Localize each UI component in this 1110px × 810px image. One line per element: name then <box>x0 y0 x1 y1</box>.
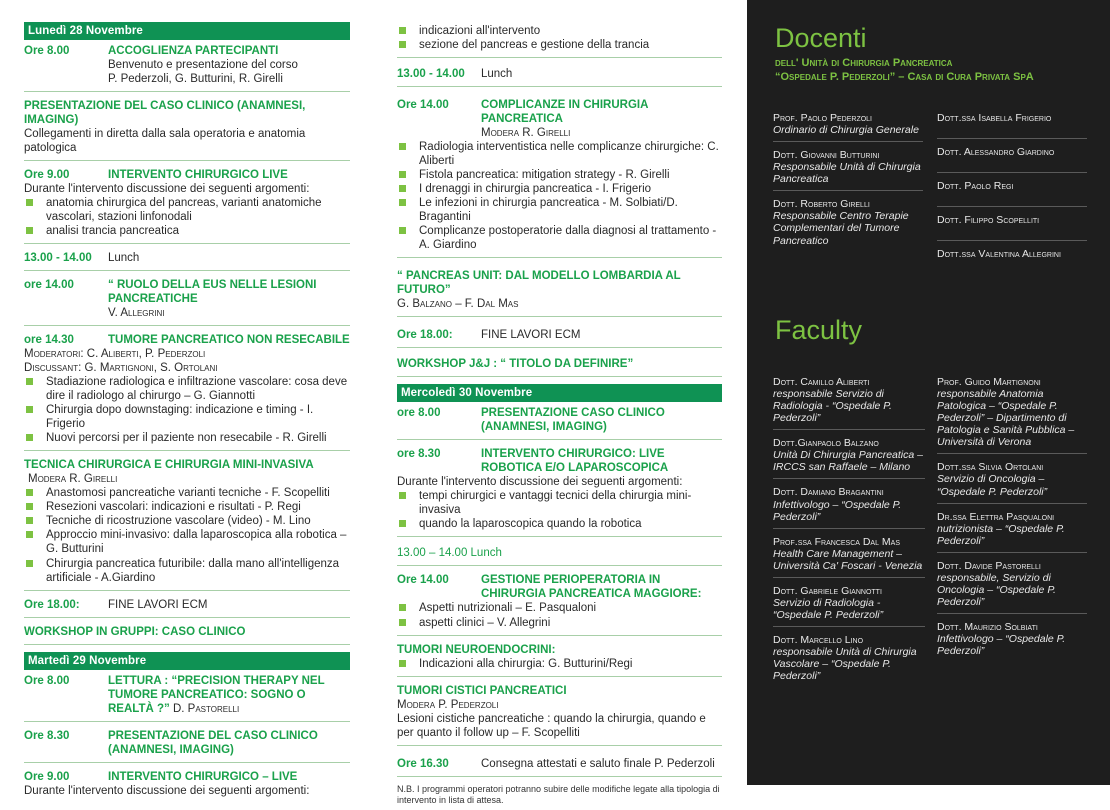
faculty-title: Faculty <box>775 315 863 345</box>
session-cistici <box>397 684 722 746</box>
faculty-entry: Dott. Davide Pastorelli responsabile, Servizio di Oncologia – “Ospedale P. Pederzoli” <box>937 560 1087 614</box>
list-item: Anastomosi pancreatiche varianti tecniche - F. Scopelliti <box>24 486 350 500</box>
session-title: COMPLICANZE IN CHIRURGIA PANCREATICA <box>481 99 648 126</box>
note-text: N.B. I programmi operatori potranno subire delle modifiche legate alla tipologia di intervento in lista di attesa. <box>397 783 720 806</box>
session-time: Ore 8.00 <box>24 674 70 687</box>
session-live-2 <box>24 770 350 803</box>
bullet-square-icon <box>399 199 406 206</box>
bullet-square-icon <box>26 434 33 441</box>
list-item: Radiologia interventistica nelle complicanze chirurgiche: C. Aliberti <box>397 140 722 168</box>
bullet-square-icon <box>26 489 33 496</box>
session-chiusura <box>397 753 722 777</box>
session-label: Lunch <box>481 68 513 81</box>
bullet-square-icon <box>399 660 406 667</box>
session-accoglienza <box>24 44 350 92</box>
session-text: Benvenuto e presentazione del corso <box>108 59 298 72</box>
session-title: GESTIONE PERIOPERATORIA IN CHIRURGIA PANCREATICA MAGGIORE: <box>481 574 702 601</box>
list-item: Stadiazione radiologica e infiltrazione vascolare: cosa deve dire il radiologo al chirurgo – G. Giannotti <box>24 375 350 403</box>
session-text: Collegamenti in diretta dalla sala operatoria e anatomia patologica <box>24 128 306 155</box>
session-lunch-2 <box>397 65 722 87</box>
list-item: Approccio mini-invasivo: dalla laparoscopica alla robotica – G. Butturini <box>24 528 350 556</box>
session-time: Ore 8.00 <box>24 45 70 58</box>
list-item: tempi chirurgici e vantaggi tecnici della chirurgia mini-invasiva <box>397 489 722 517</box>
bullet-square-icon <box>26 517 33 524</box>
session-fine-2 <box>397 324 722 348</box>
list-item: Tecniche di ricostruzione vascolare (video) - M. Lino <box>24 514 350 528</box>
docente-entry: Dott.ssa Valentina Allegrini <box>937 248 1061 261</box>
session-title: INTERVENTO CHIRURGICO LIVE <box>108 169 288 182</box>
docenti-subtitle-line: dell' Unità di Chirurgia Pancreatica <box>775 57 953 69</box>
docente-entry: Dott. Filippo Scopelliti <box>937 214 1087 241</box>
bullet-square-icon <box>26 227 33 234</box>
session-title: INTERVENTO CHIRURGICO – LIVE <box>108 770 298 783</box>
docente-entry: Dott. Roberto Girelli Responsabile Centro Terapie Complementari del Tumore Pancreatico <box>773 198 909 247</box>
day-header-monday: Lunedì 28 Novembre <box>24 22 350 40</box>
faculty-entry: Dott. Maurizio Solbiati Infettivologo – “Ospedale P. Pederzoli” <box>937 621 1066 658</box>
bullet-square-icon <box>26 406 33 413</box>
list-item: Fistola pancreatica: mitigation strategy - R. Girelli <box>397 168 722 182</box>
session-pancreas-unit <box>397 265 722 317</box>
faculty-entry: Dr.ssa Elettra Pasqualoni nutrizionista – “Ospedale P. Pederzoli” <box>937 511 1087 553</box>
list-item: Chirurgia pancreatica futuribile: dalla mano all'intelligenza artificiale - A.Giardino <box>24 557 350 585</box>
session-label: FINE LAVORI ECM <box>108 598 208 611</box>
session-moderators: Modera R. Girelli <box>481 127 571 140</box>
faculty-entry: Prof.ssa Francesca Dal Mas Health Care Management – Università Ca' Foscari - Venezia <box>773 536 925 578</box>
day-header-wednesday: Mercoledì 30 Novembre <box>397 384 722 402</box>
faculty-entry: Dott. Marcello Lino responsabile Unità di Chirurgia Vascolare – “Ospedale P. Pederzoli” <box>773 634 917 683</box>
session-time: Ore 18.00: <box>24 598 80 611</box>
bullet-square-icon <box>399 143 406 150</box>
session-gestione <box>397 573 722 635</box>
session-speakers: P. Pederzoli, G. Butturini, R. Girelli <box>108 73 283 86</box>
bullet-square-icon <box>399 619 406 626</box>
session-title: PRESENTAZIONE DEL CASO CLINICO (ANAMNESI, IMAGING) <box>108 729 318 756</box>
session-intro: Durante l'intervento discussione dei seguenti argomenti: <box>24 183 310 196</box>
session-time: Ore 9.00 <box>24 770 70 783</box>
session-title: TECNICA CHIRURGICA E CHIRURGIA MINI-INVASIVA <box>24 459 314 472</box>
bullet-square-icon <box>399 171 406 178</box>
list-item: Nuovi percorsi per il paziente non resecabile - R. Girelli <box>24 431 350 445</box>
session-title: TUMORI NEUROENDOCRINI: <box>397 643 556 656</box>
session-lunch <box>24 251 350 271</box>
day-header-tuesday: Martedì 29 Novembre <box>24 652 350 670</box>
docente-entry: Dott. Paolo Regi <box>937 180 1087 207</box>
bullet-square-icon <box>399 492 406 499</box>
session-title: ACCOGLIENZA PARTECIPANTI <box>108 45 279 58</box>
session-title: WORKSHOP J&J : “ TITOLO DA DEFINIRE” <box>397 358 634 371</box>
list-item: Complicanze postoperatorie dalla diagnosi al trattamento - A. Giardino <box>397 224 722 252</box>
faculty-list-left <box>773 376 925 694</box>
session-label: FINE LAVORI ECM <box>481 329 581 342</box>
bullet-square-icon <box>26 531 33 538</box>
session-title: PRESENTAZIONE DEL CASO CLINICO (ANAMNESI, IMAGING) <box>24 100 306 127</box>
session-title: “ RUOLO DELLA EUS NELLE LESIONI PANCREATICHE <box>108 279 317 306</box>
faculty-entry: Dott. Damiano Bragantini Infettivologo – “Ospedale P. Pederzoli” <box>773 486 925 528</box>
list-item: quando la laparoscopica quando la robotica <box>397 517 722 531</box>
docenti-subtitle <box>775 56 1105 85</box>
session-time: ore 8.00 <box>397 407 441 420</box>
program-column-1 <box>24 22 350 810</box>
bullet-square-icon <box>26 199 33 206</box>
faculty-entry: Dott. Camillo Aliberti responsabile Servizio di Radiologia - “Ospedale P. Pederzoli” <box>773 376 925 430</box>
program-column-2 <box>397 24 722 807</box>
session-time: ore 8.30 <box>397 448 441 461</box>
list-item: analisi trancia pancreatica <box>24 224 350 238</box>
session-time: 13.00 – 14.00 Lunch <box>397 547 502 560</box>
session-time: ore 14.30 <box>24 334 74 347</box>
session-eus <box>24 278 350 326</box>
docenti-list-left <box>773 112 923 259</box>
session-moderators: Moderatori: C. Aliberti, P. Pederzoli <box>24 348 206 361</box>
session-speakers: G. Balzano – F. Dal Mas <box>397 298 519 311</box>
session-complicanze <box>397 94 722 258</box>
list-item: I drenaggi in chirurgia pancreatica - I. Frigerio <box>397 182 722 196</box>
bullet-square-icon <box>26 503 33 510</box>
session-workshop-jj <box>397 355 722 377</box>
session-moderators: Modera R. Girelli <box>28 473 118 486</box>
session-live <box>24 168 350 244</box>
session-time: Ore 14.00 <box>397 574 449 587</box>
faculty-panel <box>747 0 1110 785</box>
faculty-entry: Prof. Guido Martignoni responsabile Anatomia Patologica – “Ospedale P. Pederzoli” – Dipartimento di Patologia e Sanità Pubblica – Università di Verona <box>937 376 1087 454</box>
session-discussants: Discussant: G. Martignoni, S. Ortolani <box>24 362 218 375</box>
list-item: Resezioni vascolari: indicazioni e risultati - P. Regi <box>24 500 350 514</box>
session-time: Ore 18.00: <box>397 329 453 342</box>
docente-entry: Dott. Alessandro Giardino <box>937 146 1087 173</box>
session-live-2-continued <box>397 24 722 58</box>
faculty-entry: Dott.ssa Silvia Ortolani Servizio di Oncologia – “Ospedale P. Pederzoli” <box>937 461 1087 503</box>
session-time: Ore 8.30 <box>24 729 70 742</box>
session-time: Ore 16.30 <box>397 757 449 770</box>
session-robotica <box>397 447 722 537</box>
session-time: ore 14.00 <box>24 279 74 292</box>
faculty-entry: Dott. Gabriele Giannotti Servizio di Radiologia - “Ospedale P. Pederzoli” <box>773 585 925 627</box>
bullet-square-icon <box>399 41 406 48</box>
session-presentazione-2 <box>24 729 350 763</box>
docente-entry: Dott. Giovanni Butturini Responsabile Unità di Chirurgia Pancreatica <box>773 149 923 191</box>
session-title: TUMORI CISTICI PANCREATICI <box>397 684 567 697</box>
list-item: Indicazioni alla chirurgia: G. Butturini/Regi <box>397 657 722 671</box>
docenti-title: Docenti <box>775 23 867 53</box>
docenti-list-right <box>937 112 1087 272</box>
session-fine <box>24 598 350 618</box>
session-title: TUMORE PANCREATICO NON RESECABILE <box>108 334 350 347</box>
bullet-square-icon <box>26 378 33 385</box>
session-title: “ PANCREAS UNIT: DAL MODELLO LOMBARDIA AL FUTURO” <box>397 270 681 297</box>
session-speakers: D. Pastorelli <box>172 702 240 715</box>
session-title: WORKSHOP IN GRUPPI: CASO CLINICO <box>24 625 246 638</box>
session-speakers: V. Allegrini <box>108 307 165 320</box>
docente-entry: Prof. Paolo Pederzoli Ordinario di Chirurgia Generale <box>773 112 923 142</box>
faculty-list-right <box>937 376 1087 669</box>
bullet-square-icon <box>26 560 33 567</box>
session-time: Ore 14.00 <box>397 99 449 112</box>
faculty-entry: Dott.Gianpaolo Balzano Unità Di Chirurgia Pancreatica – IRCCS san Raffaele – Milano <box>773 437 925 479</box>
session-intro: Durante l'intervento discussione dei seguenti argomenti: <box>24 784 310 797</box>
session-time: Ore 9.00 <box>24 169 70 182</box>
session-intro: Durante l'intervento discussione dei seguenti argomenti: <box>397 476 683 489</box>
session-title: LETTURA : “PRECISION THERAPY NEL TUMORE PANCREATICO: SOGNO O REALTÀ ?” <box>108 674 325 715</box>
list-item: Chirurgia dopo downstaging: indicazione e timing - I. Frigerio <box>24 403 350 431</box>
docente-entry: Dott.ssa Isabella Frigerio <box>937 112 1087 139</box>
session-text: Lesioni cistiche pancreatiche : quando la chirurgia, quando e per quanto il follow up – F. Scopelliti <box>397 712 706 739</box>
session-title: INTERVENTO CHIRURGICO: LIVE ROBOTICA E/O LAPAROSCOPICA <box>481 448 669 475</box>
session-label: Lunch <box>108 252 140 265</box>
session-moderators: Modera P. Pederzoli <box>397 698 499 711</box>
list-item: Le infezioni in chirurgia pancreatica - M. Solbiati/D. Bragantini <box>397 196 722 224</box>
list-item: Aspetti nutrizionali – E. Pasqualoni <box>397 601 722 615</box>
list-item: sezione del pancreas e gestione della trancia <box>397 38 722 52</box>
session-label: Consegna attestati e saluto finale P. Pederzoli <box>481 757 715 770</box>
list-item: aspetti clinici – V. Allegrini <box>397 616 722 630</box>
docenti-subtitle-line: “Ospedale P. Pederzoli” – Casa di Cura Privata SpA <box>775 71 1034 84</box>
session-tecnica <box>24 458 350 590</box>
session-title: PRESENTAZIONE CASO CLINICO (ANAMNESI, IMAGING) <box>481 407 665 434</box>
session-presentazione-3 <box>397 406 722 440</box>
bullet-square-icon <box>399 27 406 34</box>
session-neuroendocrini <box>397 643 722 677</box>
bullet-square-icon <box>399 604 406 611</box>
session-lettura <box>24 674 350 722</box>
session-time: 13.00 - 14.00 <box>24 252 92 265</box>
session-lunch-3 <box>397 544 722 566</box>
list-item: indicazioni all'intervento <box>397 24 722 38</box>
bullet-square-icon <box>399 520 406 527</box>
session-workshop <box>24 625 350 645</box>
session-time: 13.00 - 14.00 <box>397 68 465 81</box>
bullet-square-icon <box>399 227 406 234</box>
session-tumore <box>24 333 350 451</box>
session-presentazione <box>24 99 350 161</box>
list-item: anatomia chirurgica del pancreas, varianti anatomiche vascolari, stazioni linfonodali <box>24 196 350 224</box>
bullet-square-icon <box>399 185 406 192</box>
